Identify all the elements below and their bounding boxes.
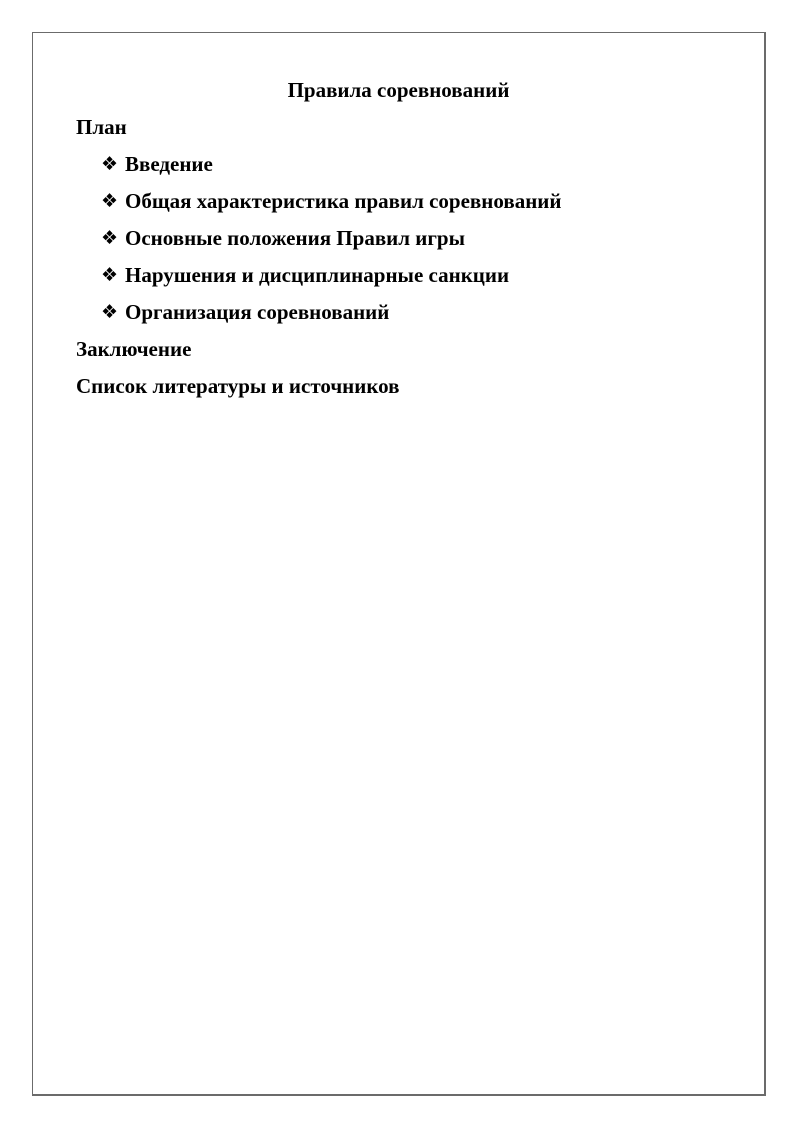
plan-heading: План (76, 115, 127, 139)
document-page (32, 32, 766, 1096)
plan-item-label: Основные положения Правил игры (125, 226, 465, 250)
plan-item-organization (101, 299, 562, 336)
diamond-bullet-icon: ❖ (101, 190, 119, 212)
plan-list (101, 151, 562, 336)
plan-item-label: Организация соревнований (125, 300, 390, 324)
diamond-bullet-icon: ❖ (101, 153, 119, 175)
diamond-bullet-icon: ❖ (101, 227, 119, 249)
document-title: Правила соревнований (287, 78, 510, 102)
plan-item-introduction (101, 151, 562, 188)
plan-item-violations-sanctions (101, 262, 562, 299)
plan-item-general-characteristics (101, 188, 562, 225)
diamond-bullet-icon: ❖ (101, 301, 119, 323)
plan-item-label: Нарушения и дисциплинарные санкции (125, 263, 510, 287)
conclusion-heading: Заключение (76, 337, 192, 361)
references-heading: Список литературы и источников (76, 374, 400, 398)
plan-item-main-provisions (101, 225, 562, 262)
diamond-bullet-icon: ❖ (101, 264, 119, 286)
plan-item-label: Введение (125, 152, 213, 176)
plan-item-label: Общая характеристика правил соревнований (125, 189, 562, 213)
